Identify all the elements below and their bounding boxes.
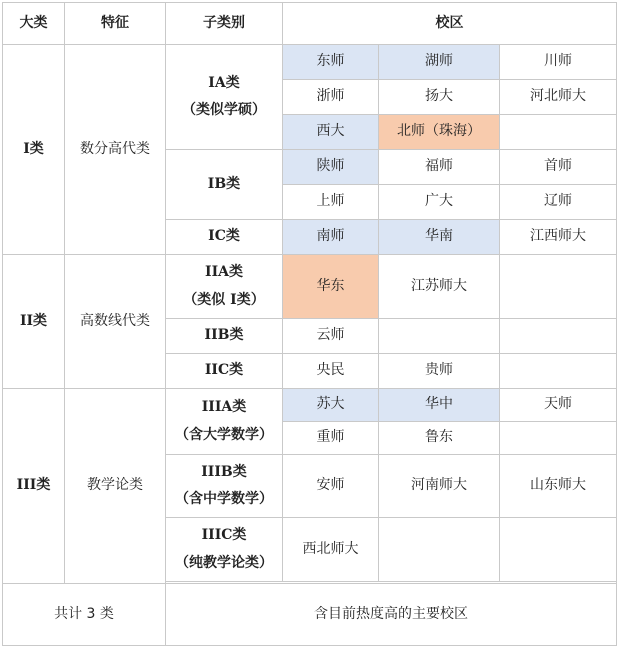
subclass-iia: [166, 255, 283, 319]
campus-cell-empty: [500, 115, 617, 150]
campus-cell: 云师: [283, 319, 379, 354]
campus-cell-empty: [500, 354, 617, 389]
subclass-ia: [166, 45, 283, 150]
campus-cell: 天师: [500, 389, 617, 422]
subclass-ia-desc: （类似学硕）: [182, 102, 266, 118]
subclass-ib: IB类: [166, 150, 283, 220]
subclass-iiib: [166, 455, 283, 518]
table-row: [3, 45, 617, 80]
subclass-iiia: [166, 389, 283, 455]
campus-cell: 河南师大: [379, 455, 500, 518]
group-3-name: III类: [3, 389, 65, 584]
campus-cell: 北师（珠海）: [379, 115, 500, 150]
campus-cell: 首师: [500, 150, 617, 185]
campus-cell: 福师: [379, 150, 500, 185]
campus-cell: 湖师: [379, 45, 500, 80]
subclass-iia-label: IIA类: [205, 264, 243, 280]
campus-cell-empty: [379, 518, 500, 582]
campus-cell: 东师: [283, 45, 379, 80]
subclass-iiic-label: IIIC类: [201, 527, 247, 543]
header-subclass: 子类别: [166, 3, 283, 45]
campus-cell: 浙师: [283, 80, 379, 115]
table-row: [3, 389, 617, 422]
subclass-iiic: [166, 518, 283, 582]
campus-cell-empty: [379, 319, 500, 354]
campus-cell: 华东: [283, 255, 379, 319]
subclass-iib: IIB类: [166, 319, 283, 354]
subclass-iia-desc: （类似 I类）: [183, 291, 265, 308]
campus-cell: 河北师大: [500, 80, 617, 115]
campus-cell: 苏大: [283, 389, 379, 422]
campus-cell: 华中: [379, 389, 500, 422]
category-table: [2, 2, 617, 646]
subclass-iic: IIC类: [166, 354, 283, 389]
campus-cell-empty: [500, 319, 617, 354]
campus-cell: 西大: [283, 115, 379, 150]
subclass-iiia-label: IIIA类: [201, 399, 247, 415]
campus-cell: 山东师大: [500, 455, 617, 518]
subclass-iiic-desc: （纯教学论类）: [175, 554, 273, 571]
header-campus: 校区: [283, 3, 617, 45]
campus-cell: 扬大: [379, 80, 500, 115]
subclass-ia-label: IA类: [208, 74, 240, 91]
campus-cell: 江西师大: [500, 220, 617, 255]
group-1-feature: 数分高代类: [65, 45, 166, 255]
campus-cell: 南师: [283, 220, 379, 255]
group-1-name: I类: [3, 45, 65, 255]
subclass-iiia-desc: （含大学数学）: [175, 426, 273, 443]
subclass-ic: IC类: [166, 220, 283, 255]
campus-cell: 华南: [379, 220, 500, 255]
campus-cell-empty: [500, 518, 617, 582]
table-row: [3, 255, 617, 319]
campus-cell: 江苏师大: [379, 255, 500, 319]
campus-cell: 央民: [283, 354, 379, 389]
subclass-iiib-label: IIIB类: [201, 463, 247, 480]
campus-cell: 上师: [283, 185, 379, 220]
footer-total: 共计 3 类: [3, 584, 166, 646]
campus-cell: 西北师大: [283, 518, 379, 582]
campus-cell-empty: [500, 255, 617, 319]
campus-cell-empty: [500, 422, 617, 455]
footer-row: [3, 584, 617, 646]
campus-cell: 川师: [500, 45, 617, 80]
campus-cell: 陕师: [283, 150, 379, 185]
campus-cell: 贵师: [379, 354, 500, 389]
subclass-iiib-desc: （含中学数学）: [175, 491, 273, 507]
campus-cell: 辽师: [500, 185, 617, 220]
footer-note: 含目前热度高的主要校区: [166, 584, 617, 646]
campus-cell: 安师: [283, 455, 379, 518]
group-2-feature: 高数线代类: [65, 255, 166, 389]
header-feature: 特征: [65, 3, 166, 45]
campus-cell: 广大: [379, 185, 500, 220]
campus-cell: 鲁东: [379, 422, 500, 455]
campus-cell: 重师: [283, 422, 379, 455]
group-3-feature: 教学论类: [65, 389, 166, 584]
group-2-name: II类: [3, 255, 65, 389]
header-row: [3, 3, 617, 45]
header-major: 大类: [3, 3, 65, 45]
